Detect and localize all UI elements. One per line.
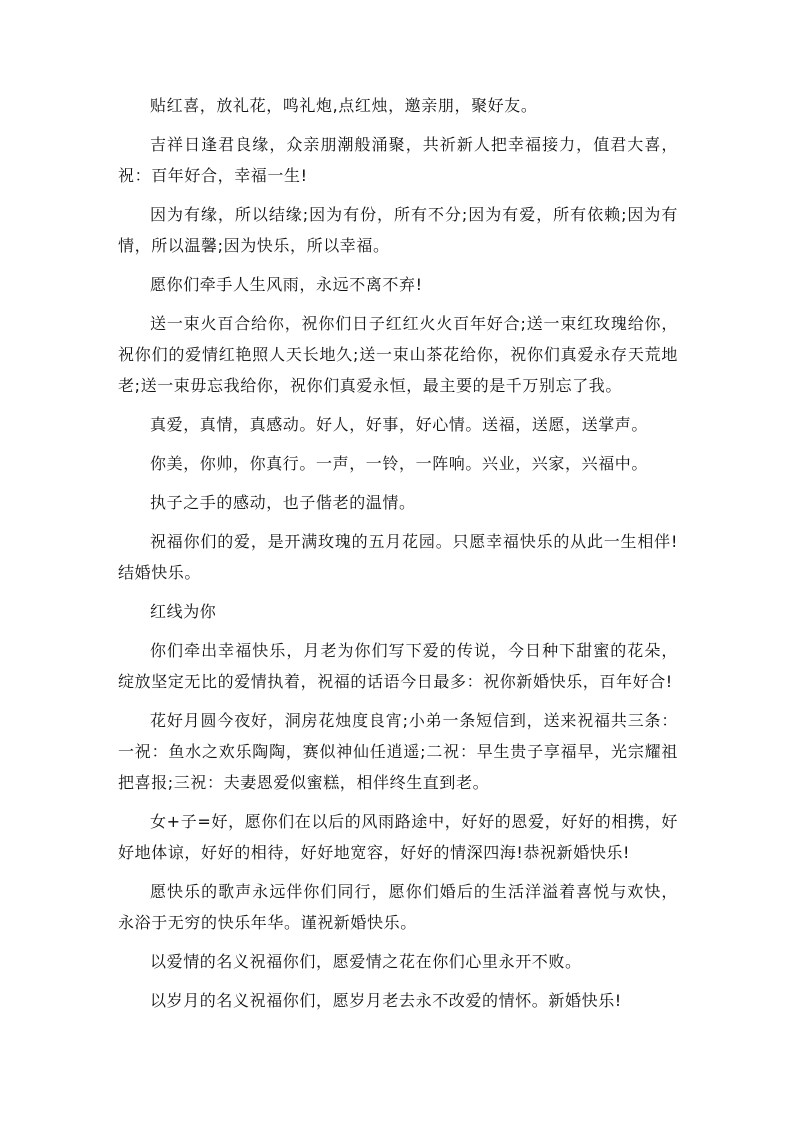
paragraph-8: 执子之手的感动，也子偕老的温情。 bbox=[150, 493, 416, 512]
paragraph-9: 祝福你们的爱，是开满玫瑰的五月花园。只愿幸福快乐的从此一生相伴!结婚快乐。 bbox=[118, 532, 678, 582]
paragraph-12: 花好月圆今夜好，洞房花烛度良宵;小弟一条短信到，送来祝福共三条：一祝：鱼水之欢乐陶陶，赛似神仙任逍遥;二祝：早生贵子享福早，光宗耀祖把喜报;三祝：夫妻恩爱似蜜糕，相伴终生直到老。 bbox=[118, 711, 678, 792]
paragraph-10: 红线为你 bbox=[150, 602, 217, 621]
paragraph-14: 愿快乐的歌声永远伴你们同行，愿你们婚后的生活洋溢着喜悦与欢快，永浴于无穷的快乐年华。谨祝新婚快乐。 bbox=[118, 882, 678, 932]
paragraph-6: 真爱，真情，真感动。好人，好事，好心情。送福，送愿，送掌声。 bbox=[150, 415, 649, 434]
paragraph-15: 以爱情的名义祝福你们，愿爱情之花在你们心里永开不败。 bbox=[150, 952, 582, 971]
paragraph-11: 你们牵出幸福快乐，月老为你们写下爱的传说，今日种下甜蜜的花朵，绽放坚定无比的爱情执着，祝福的话语今日最多：祝你新婚快乐，百年好合! bbox=[118, 641, 678, 691]
paragraph-7: 你美，你帅，你真行。一声，一铃，一阵响。兴业，兴家，兴福中。 bbox=[150, 454, 649, 473]
document-body bbox=[118, 90, 678, 1024]
paragraph-13: 女+子=好，愿你们在以后的风雨路途中，好好的恩爱，好好的相携，好好地体谅，好好的相待，好好地宽容，好好的情深四海!恭祝新婚快乐! bbox=[118, 812, 678, 862]
paragraph-3: 因为有缘，所以结缘;因为有份，所有不分;因为有爱，所有依赖;因为有情，所以温馨;因为快乐，所以幸福。 bbox=[118, 205, 678, 255]
paragraph-4: 愿你们牵手人生风雨，永远不离不弃! bbox=[150, 275, 423, 294]
paragraph-1: 贴红喜，放礼花，鸣礼炮,点红烛，邀亲朋，聚好友。 bbox=[150, 96, 538, 115]
paragraph-5: 送一束火百合给你，祝你们日子红红火火百年好合;送一束红玫瑰给你，祝你们的爱情红艳照人天长地久;送一束山茶花给你，祝你们真爱永存天荒地老;送一束毋忘我给你，祝你们真爱永恒，最主要的是千万别忘了我。 bbox=[118, 314, 678, 395]
paragraph-16: 以岁月的名义祝福你们，愿岁月老去永不改爱的情怀。新婚快乐! bbox=[150, 991, 622, 1010]
paragraph-2: 吉祥日逢君良缘，众亲朋潮般涌聚，共祈新人把幸福接力，值君大喜，祝：百年好合，幸福一生! bbox=[118, 135, 678, 185]
